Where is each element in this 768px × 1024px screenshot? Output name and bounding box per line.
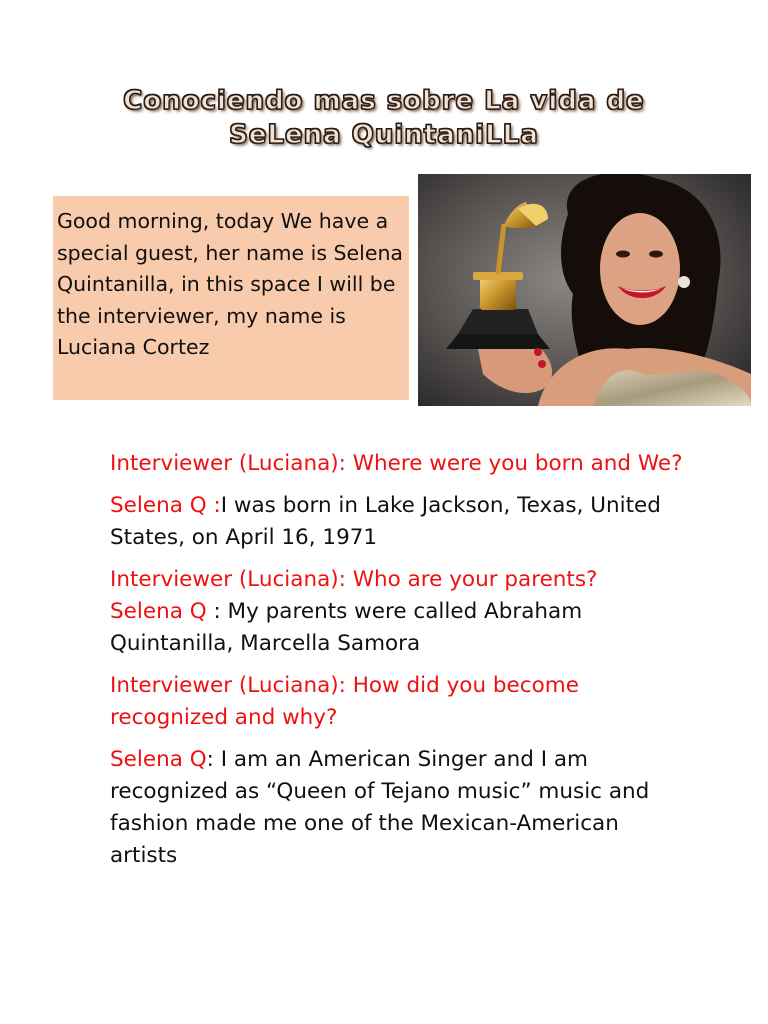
question-1 bbox=[110, 448, 690, 480]
title-line-2: SeLena QuintaniLLa bbox=[229, 120, 539, 150]
answer-text: : My parents were called Abraham Quintanilla, Marcella Samora bbox=[110, 599, 583, 656]
question-2 bbox=[110, 564, 690, 596]
interview-qa bbox=[110, 448, 690, 882]
page-title bbox=[0, 84, 768, 152]
speaker-label: Selena Q : bbox=[110, 493, 221, 518]
answer-2 bbox=[110, 596, 690, 660]
intro-text: Good morning, today We have a special guest, her name is Selena Quintanilla, in this space I will be the interviewer, my name is Luciana Cortez bbox=[57, 209, 403, 359]
answer-1 bbox=[110, 490, 690, 554]
answer-text: I was born in Lake Jackson, Texas, United States, on April 16, 1971 bbox=[110, 493, 661, 550]
speaker-label: Selena Q bbox=[110, 599, 207, 624]
intro-box bbox=[53, 196, 409, 400]
question-3 bbox=[110, 670, 690, 734]
answer-3 bbox=[110, 744, 690, 872]
photo-illustration bbox=[418, 174, 751, 406]
question-text: Interviewer (Luciana): How did you become recognized and why? bbox=[110, 673, 579, 730]
question-text: Interviewer (Luciana): Who are your parents? bbox=[110, 567, 598, 592]
selena-grammy-photo bbox=[418, 174, 751, 406]
answer-text: : I am an American Singer and I am recognized as “Queen of Tejano music” music and fashion made me one of the Mexican-American artists bbox=[110, 747, 650, 868]
title-line-1: Conociendo mas sobre La vida de bbox=[123, 86, 645, 116]
question-text: Interviewer (Luciana): Where were you born and We? bbox=[110, 451, 683, 476]
speaker-label: Selena Q bbox=[110, 747, 207, 772]
